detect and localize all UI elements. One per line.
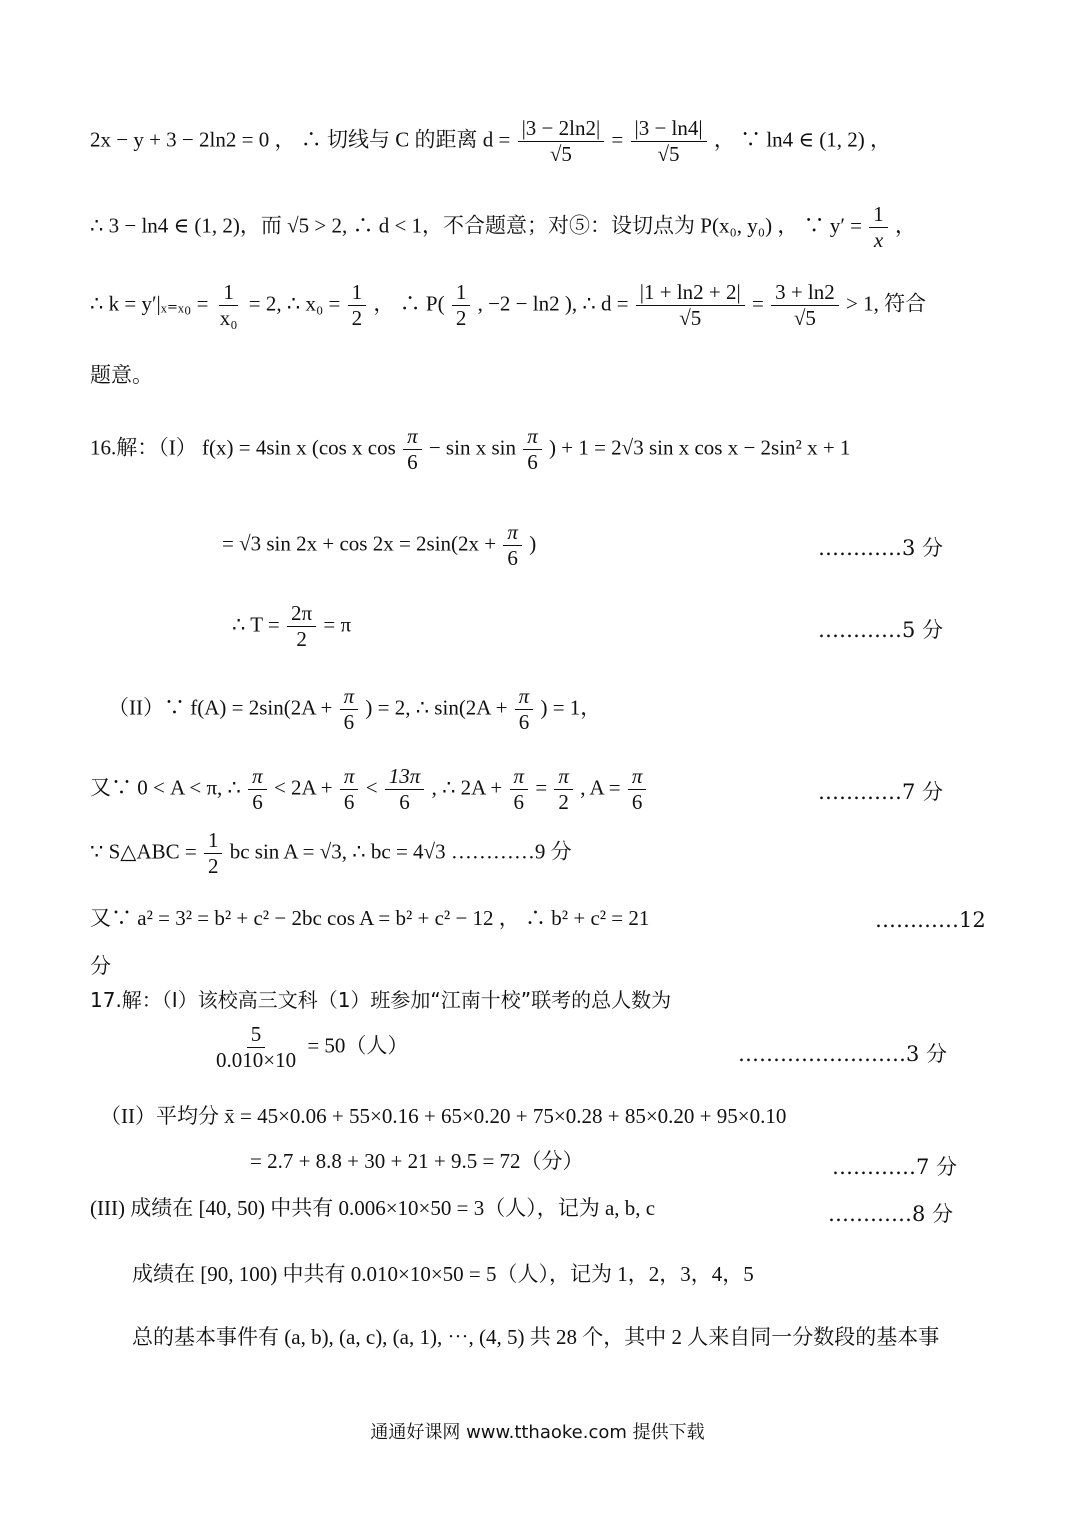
denominator: 6 — [252, 790, 263, 814]
fraction — [452, 282, 471, 329]
numerator: π — [248, 766, 267, 790]
line-conclusion: 题意。 — [90, 363, 153, 387]
denominator: √5 — [657, 142, 680, 166]
q16-score-unit: 分 — [90, 954, 111, 978]
text: > 1, 符合 — [846, 291, 927, 316]
denominator: 6 — [343, 710, 355, 734]
text: ) = 1， — [540, 695, 602, 720]
fraction — [216, 282, 242, 329]
q17-line-2 — [210, 1024, 408, 1071]
numerator: 3 + ln2 — [771, 282, 839, 306]
text: ， ∵ ln4 ∈ (1, 2) ， — [713, 127, 891, 152]
numerator: 1 — [452, 282, 471, 306]
numerator: 1 — [348, 282, 367, 306]
numerator: |3 − 2ln2| — [518, 118, 605, 142]
numerator: 13π — [385, 766, 425, 790]
fraction — [348, 282, 367, 329]
numerator: π — [554, 766, 573, 790]
text: ， ∴ P( — [373, 291, 445, 316]
score-7: …………7 分 — [818, 780, 944, 804]
fraction — [523, 426, 542, 473]
denominator: 6 — [407, 450, 418, 474]
q16-line-4 — [108, 686, 601, 733]
text: = — [751, 291, 764, 316]
fraction — [212, 1024, 300, 1071]
q16-line-7: 又∵ a² = 3² = b² + c² − 2bc cos A = b² + c² − 12 ， ∴ b² + c² = 21 — [90, 906, 650, 930]
denominator: 0.010×10 — [216, 1048, 297, 1072]
numerator: π — [503, 522, 522, 546]
denominator: √5 — [549, 142, 572, 166]
denominator: x₀ — [219, 306, 238, 330]
numerator: 1 — [219, 282, 238, 306]
text: = 2, ∴ x₀ = — [248, 291, 341, 316]
text: ) = 2, ∴ sin(2A + — [365, 695, 508, 720]
numerator: π — [403, 426, 422, 450]
denominator: √5 — [793, 306, 816, 330]
fraction — [515, 686, 534, 733]
fraction — [554, 766, 573, 813]
q17-line-7: 总的基本事件有 (a, b), (a, c), (a, 1), ⋯, (4, 5) 共 28 个，其中 2 人来自同一分数段的基本事 — [132, 1325, 940, 1349]
q17-line-3: （II）平均分 x̄ = 45×0.06 + 55×0.16 + 65×0.20 + 75×0.28 + 85×0.20 + 95×0.10 — [100, 1104, 787, 1128]
q17-line-4: = 2.7 + 8.8 + 30 + 21 + 9.5 = 72（分） — [250, 1149, 584, 1173]
numerator: π — [628, 766, 647, 790]
numerator: 1 — [869, 204, 888, 228]
text: , A = — [580, 775, 621, 800]
numerator: 2π — [287, 603, 316, 627]
score-17-3: ……………………3 分 — [738, 1042, 948, 1066]
score-12: …………12 — [875, 908, 986, 932]
denominator: 6 — [343, 790, 355, 814]
numerator: π — [523, 426, 542, 450]
score-3: …………3 分 — [818, 536, 944, 560]
denominator: 6 — [513, 790, 525, 814]
text: bc sin A = √3, ∴ bc = 4√3 …………9 分 — [229, 839, 572, 864]
line-distance-1 — [90, 118, 891, 165]
q17-line-6: 成绩在 [90, 100) 中共有 0.010×10×50 = 5（人），记为 1，2，3，4，5 — [132, 1262, 754, 1286]
numerator: π — [340, 686, 359, 710]
text: 2x − y + 3 − 2ln2 = 0 ， ∴ 切线与 C 的距离 d = — [90, 127, 511, 152]
denominator: 2 — [207, 854, 219, 878]
text: ∴ 3 − ln4 ∈ (1, 2)，而 √5 > 2, ∴ d < 1，不合题意；对⑤：设切点为 P(x₀, y₀) ， ∵ y′ = — [90, 213, 863, 238]
text: < 2A + — [273, 775, 333, 800]
q17-line-5: (III) 成绩在 [40, 50) 中共有 0.006×10×50 = 3（人），记为 a, b, c — [90, 1196, 656, 1220]
page-footer: 通通好课网 www.tthaoke.com 提供下载 — [370, 1422, 705, 1443]
text: = √3 sin 2x + cos 2x = 2sin(2x + — [222, 531, 497, 556]
q16-line-5 — [90, 766, 648, 813]
numerator: π — [510, 766, 529, 790]
text: = — [611, 127, 624, 152]
fraction — [340, 686, 359, 733]
text: − sin x sin — [428, 435, 516, 460]
line-distance-3 — [90, 282, 926, 329]
text: ∵ S△ABC = — [90, 839, 197, 864]
fraction — [204, 830, 223, 877]
denominator: x — [873, 228, 884, 252]
fraction — [385, 766, 425, 813]
text: （II）∵ f(A) = 2sin(2A + — [108, 695, 333, 720]
text: , ∴ 2A + — [431, 775, 503, 800]
q16-line-1 — [90, 426, 850, 473]
fraction — [287, 603, 316, 650]
text: ∴ T = — [232, 612, 280, 637]
denominator: 6 — [399, 790, 410, 814]
numerator: 5 — [247, 1024, 266, 1048]
denominator: 2 — [296, 627, 307, 651]
fraction — [636, 282, 745, 329]
text: ) + 1 = 2√3 sin x cos x − 2sin² x + 1 — [548, 435, 851, 460]
numerator: |1 + ln2 + 2| — [636, 282, 745, 306]
fraction — [628, 766, 647, 813]
denominator: √5 — [679, 306, 702, 330]
numerator: |3 − ln4| — [631, 118, 707, 142]
fraction — [503, 522, 522, 569]
line-distance-2 — [90, 204, 916, 251]
denominator: 6 — [527, 450, 538, 474]
score-5: …………5 分 — [818, 618, 944, 642]
text: ) — [529, 531, 537, 556]
text: ， — [895, 213, 917, 238]
q17-line-1: 17.解：（I）该校高三文科（1）班参加“江南十校”联考的总人数为 — [90, 988, 672, 1012]
numerator: 1 — [204, 830, 223, 854]
fraction — [518, 118, 605, 165]
text: = — [535, 775, 548, 800]
denominator: 2 — [455, 306, 467, 330]
fraction — [631, 118, 707, 165]
score-17-8: …………8 分 — [828, 1202, 954, 1226]
numerator: π — [515, 686, 534, 710]
fraction — [510, 766, 529, 813]
text: < — [365, 775, 378, 800]
text: ∴ k = y′|ₓ₌ₓ₀ = — [90, 291, 209, 316]
denominator: 6 — [631, 790, 643, 814]
q16-line-2 — [222, 522, 536, 569]
q16-line-3 — [232, 603, 351, 650]
fraction — [340, 766, 359, 813]
text: 又∵ 0 < A < π, ∴ — [90, 775, 241, 800]
fraction — [771, 282, 839, 329]
denominator: 2 — [558, 790, 569, 814]
fraction — [869, 204, 888, 251]
numerator: π — [340, 766, 359, 790]
fraction — [248, 766, 267, 813]
text: = 50（人） — [307, 1033, 409, 1058]
denominator: 2 — [351, 306, 363, 330]
text: 16.解：（I） f(x) = 4sin x (cos x cos — [90, 435, 396, 460]
denominator: 6 — [518, 710, 530, 734]
fraction — [403, 426, 422, 473]
text: , −2 − ln2 ), ∴ d = — [477, 291, 629, 316]
q16-line-6 — [90, 830, 572, 877]
score-17-7: …………7 分 — [832, 1155, 958, 1179]
denominator: 6 — [507, 546, 518, 570]
text: = π — [323, 612, 352, 637]
